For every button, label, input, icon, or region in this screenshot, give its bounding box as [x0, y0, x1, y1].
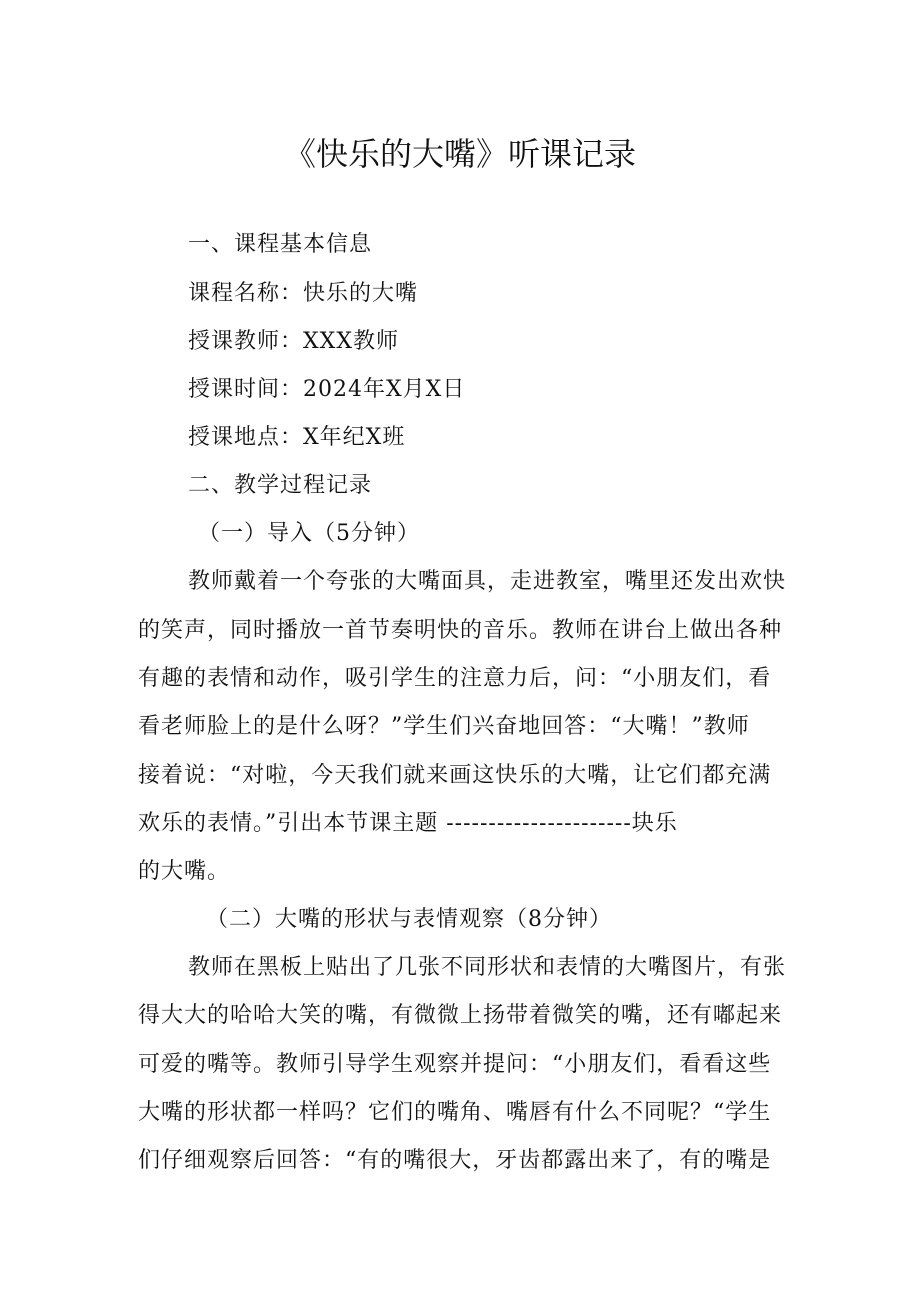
paragraph2-line: 大嘴的形状都一样吗？它们的嘴角、嘴唇有什么不同呢？“学生 — [138, 1100, 772, 1125]
paragraph1-line: 教师戴着一个夸张的大嘴面具，走进教室，嘴里还发出欢快 — [188, 569, 787, 594]
paragraph1-line: 欢乐的表情。”引出本节课主题 ----------------------块乐 — [138, 811, 678, 836]
subsection1-heading: （一）导入（5分钟） — [198, 521, 420, 546]
paragraph1-line: 有趣的表情和动作，吸引学生的注意力后，问：“小朋友们，看 — [138, 666, 772, 691]
paragraph2-line: 可爱的嘴等。教师引导学生观察并提问：“小朋友们，看看这些 — [138, 1052, 772, 1077]
paragraph2-line: 们仔细观察后回答：“有的嘴很大，牙齿都露出来了，有的嘴是 — [138, 1148, 772, 1173]
paragraph1-line: 看老师脸上的是什么呀？”学生们兴奋地回答：“大嘴！”教师 — [138, 714, 750, 739]
document-title: 《快乐的大嘴》听课记录 — [283, 135, 636, 173]
section2-heading: 二、教学过程记录 — [188, 473, 373, 498]
paragraph2-line: 得大大的哈哈大笑的嘴，有微微上扬带着微笑的嘴，还有嘟起来 — [138, 1003, 783, 1028]
paragraph1-line: 的笑声，同时播放一首节奏明快的音乐。教师在讲台上做出各种 — [138, 618, 783, 643]
class-time: 授课时间：2024年X月X日 — [188, 377, 466, 402]
section1-heading: 一、课程基本信息 — [188, 232, 373, 257]
class-location: 授课地点：X年纪X班 — [188, 425, 406, 450]
paragraph1-line: 的大嘴。 — [138, 859, 231, 884]
paragraph2-line: 教师在黑板上贴出了几张不同形状和表情的大嘴图片，有张 — [188, 955, 787, 980]
course-name: 课程名称：快乐的大嘴 — [188, 281, 419, 306]
teacher: 授课教师：XXX教师 — [188, 329, 399, 354]
paragraph1-line: 接着说：“对啦，今天我们就来画这快乐的大嘴，让它们都充满 — [138, 763, 772, 788]
subsection2-heading: （二）大嘴的形状与表情观察（8分钟） — [206, 907, 612, 932]
